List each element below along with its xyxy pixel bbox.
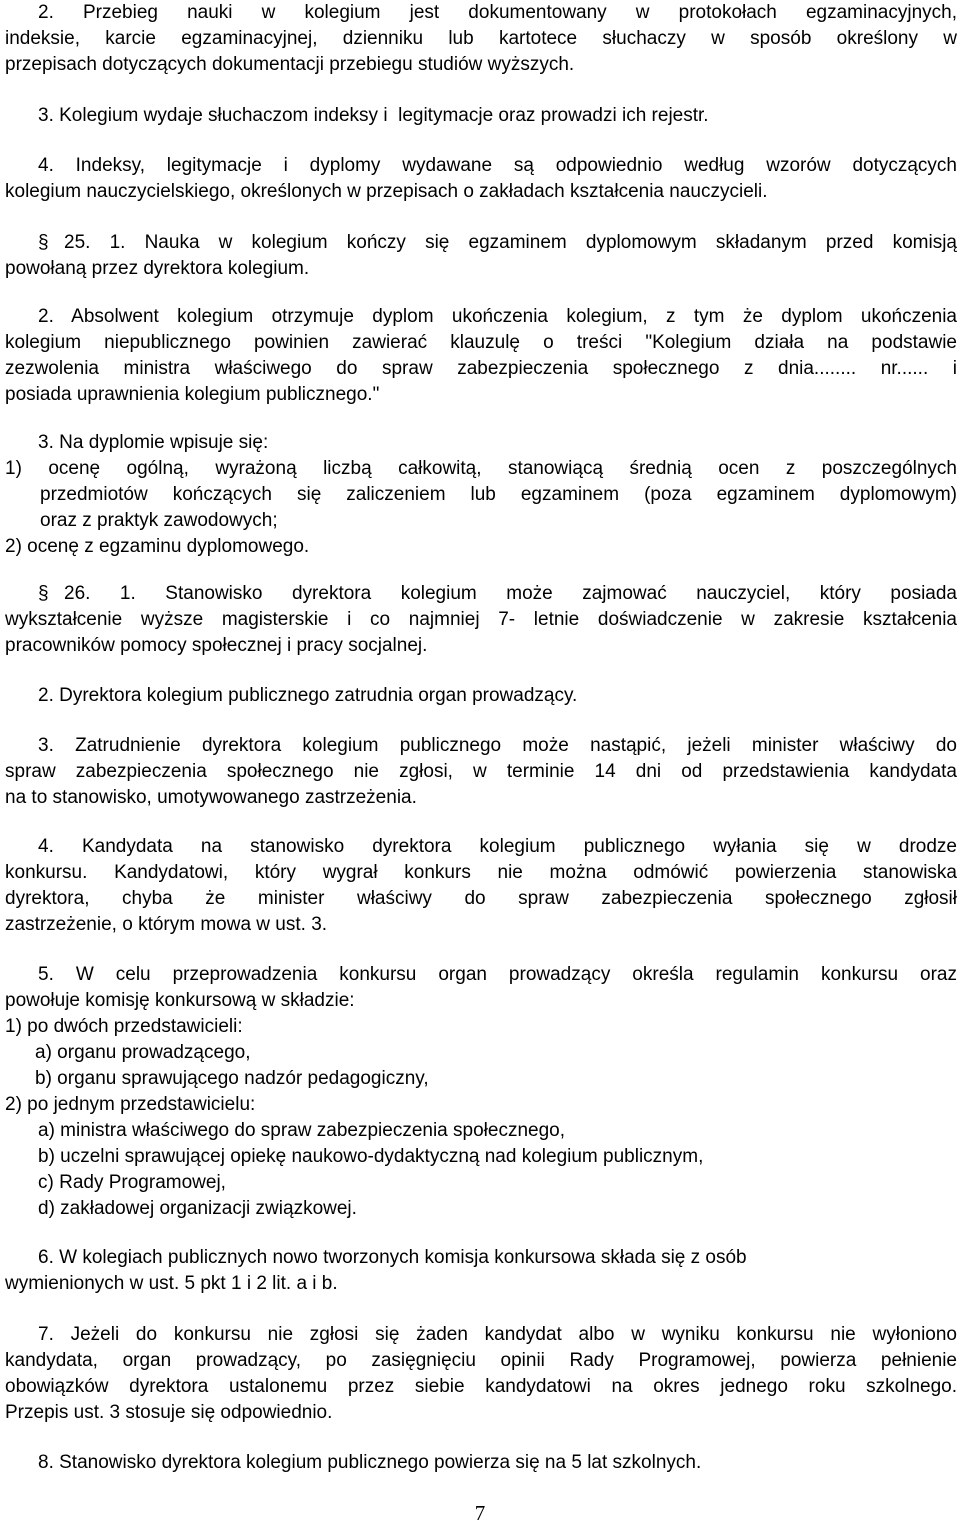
- paragraph-line: powołuje komisję konkursową w składzie:: [5, 990, 355, 1011]
- paragraph-line: spraw zabezpieczenia społecznego nie zgłosi, w terminie 14 dni od przedstawienia kandydata: [5, 761, 957, 782]
- paragraph-line: kolegium niepublicznego powinien zawierać klauzulę o treści "Kolegium działa na podstawie: [5, 332, 957, 353]
- paragraph-line: przepisach dotyczących dokumentacji przebiegu studiów wyższych.: [5, 54, 575, 75]
- list-item: 1) ocenę ogólną, wyrażoną liczbą całkowitą, stanowiącą średnią ocen z poszczególnych: [5, 458, 957, 479]
- list-item: b) uczelni sprawującej opiekę naukowo-dydaktyczną nad kolegium publicznym,: [38, 1146, 704, 1167]
- section-sign: §: [38, 232, 49, 253]
- list-item: przedmiotów kończących się zaliczeniem lub egzaminem (poza egzaminem dyplomowym): [40, 484, 957, 505]
- list-item: d) zakładowej organizacji związkowej.: [38, 1198, 357, 1219]
- paragraph-line: 3. Zatrudnienie dyrektora kolegium publicznego może nastąpić, jeżeli minister właściwy do: [38, 735, 957, 756]
- paragraph-line: posiada uprawnienia kolegium publicznego.": [5, 384, 380, 405]
- paragraph-line: 3. Na dyplomie wpisuje się:: [38, 432, 269, 453]
- list-item: 1) po dwóch przedstawicieli:: [5, 1016, 243, 1037]
- paragraph-line: 2. Dyrektora kolegium publicznego zatrudnia organ prowadzący.: [38, 685, 578, 706]
- paragraph-line: dyrektora, chyba że minister właściwy do spraw zabezpieczenia społecznego zgłosił: [5, 888, 957, 909]
- list-item: c) Rady Programowej,: [38, 1172, 226, 1193]
- paragraph-line: 2. Absolwent kolegium otrzymuje dyplom ukończenia kolegium, z tym że dyplom ukończenia: [38, 306, 957, 327]
- list-item: 2) ocenę z egzaminu dyplomowego.: [5, 536, 310, 557]
- paragraph-line: 3. Kolegium wydaje słuchaczom indeksy i legitymacje oraz prowadzi ich rejestr.: [38, 105, 709, 126]
- list-item: oraz z praktyk zawodowych;: [40, 510, 278, 531]
- page-number: 7: [474, 1501, 486, 1525]
- paragraph-line: 2. Przebieg nauki w kolegium jest dokumentowany w protokołach egzaminacyjnych,: [38, 2, 957, 23]
- section-sign: §: [38, 583, 49, 604]
- paragraph-line: wykształcenie wyższe magisterskie i co najmniej 7- letnie doświadczenie w zakresie kształcenia: [5, 609, 957, 630]
- paragraph-line: pracowników pomocy społecznej i pracy socjalnej.: [5, 635, 428, 656]
- paragraph-line: obowiązków dyrektora ustalonemu przez siebie kandydatowi na okres jednego roku szkolnego.: [5, 1376, 957, 1397]
- paragraph-line: na to stanowisko, umotywowanego zastrzeżenia.: [5, 787, 417, 808]
- paragraph-line: kandydata, organ prowadzący, po zasięgnięciu opinii Rady Programowej, powierza pełnienie: [5, 1350, 957, 1371]
- paragraph-line: 6. W kolegiach publicznych nowo tworzonych komisja konkursowa składa się z osób: [38, 1247, 747, 1268]
- paragraph-line: 8. Stanowisko dyrektora kolegium publicznego powierza się na 5 lat szkolnych.: [38, 1452, 702, 1473]
- paragraph-line: 26. 1. Stanowisko dyrektora kolegium może zajmować nauczyciel, który posiada: [64, 583, 957, 604]
- paragraph-line: 4. Indeksy, legitymacje i dyplomy wydawane są odpowiednio według wzorów dotyczących: [38, 155, 957, 176]
- paragraph-line: kolegium nauczycielskiego, określonych w przepisach o zakładach kształcenia nauczycieli.: [5, 181, 768, 202]
- paragraph-line: indeksie, karcie egzaminacyjnej, dzienniku lub kartotece słuchaczy w sposób określony w: [5, 28, 957, 49]
- paragraph-line: 7. Jeżeli do konkursu nie zgłosi się żaden kandydat albo w wyniku konkursu nie wyłoniono: [38, 1324, 957, 1345]
- list-item: 2) po jednym przedstawicielu:: [5, 1094, 256, 1115]
- paragraph-line: zastrzeżenie, o którym mowa w ust. 3.: [5, 914, 328, 935]
- paragraph-line: Przepis ust. 3 stosuje się odpowiednio.: [5, 1402, 333, 1423]
- list-item: a) organu prowadzącego,: [35, 1042, 251, 1063]
- paragraph-line: 4. Kandydata na stanowisko dyrektora kolegium publicznego wyłania się w drodze: [38, 836, 957, 857]
- list-item: b) organu sprawującego nadzór pedagogiczny,: [35, 1068, 429, 1089]
- paragraph-line: konkursu. Kandydatowi, który wygrał konkurs nie można odmówić powierzenia stanowiska: [5, 862, 957, 883]
- paragraph-line: wymienionych w ust. 5 pkt 1 i 2 lit. a i b.: [5, 1273, 338, 1294]
- paragraph-line: 5. W celu przeprowadzenia konkursu organ prowadzący określa regulamin konkursu oraz: [38, 964, 957, 985]
- paragraph-line: 25. 1. Nauka w kolegium kończy się egzaminem dyplomowym składanym przed komisją: [64, 232, 957, 253]
- paragraph-line: powołaną przez dyrektora kolegium.: [5, 258, 310, 279]
- paragraph-line: zezwolenia ministra właściwego do spraw zabezpieczenia społecznego z dnia........ nr...... i: [5, 358, 957, 379]
- list-item: a) ministra właściwego do spraw zabezpieczenia społecznego,: [38, 1120, 565, 1141]
